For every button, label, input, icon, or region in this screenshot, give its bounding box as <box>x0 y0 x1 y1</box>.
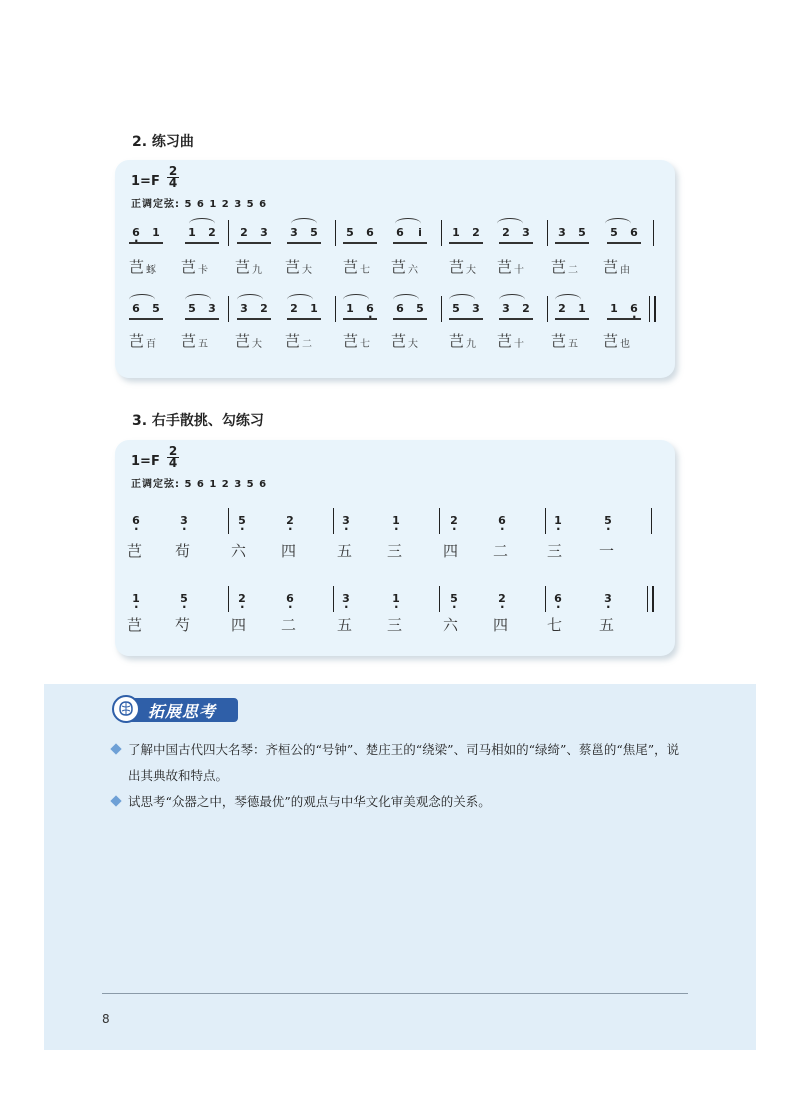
note: 3 <box>290 226 298 239</box>
time-signature <box>167 446 179 469</box>
note: 3 <box>240 302 248 315</box>
note: 3 <box>558 226 566 239</box>
tab-char: 芑六 <box>391 258 419 276</box>
note: 3 <box>208 302 216 315</box>
bar-line <box>228 220 229 246</box>
tab-char: 三 <box>387 542 403 560</box>
underline <box>287 318 321 320</box>
note: 1 · <box>129 592 143 605</box>
note: 3 <box>472 302 480 315</box>
note: 6 <box>396 226 404 239</box>
underline <box>129 242 163 244</box>
tuning-notes: 5 6 1 2 3 5 6 <box>184 479 268 490</box>
tab-char: 芑 <box>127 616 143 634</box>
note: 2 · <box>447 514 461 527</box>
note: 1 · <box>551 514 565 527</box>
time-bottom: 4 <box>168 456 178 470</box>
bar-line <box>228 586 229 612</box>
tuning-notes: 5 6 1 2 3 5 6 <box>184 199 268 210</box>
thinking-bullet-1 <box>128 737 688 789</box>
note: 3 · <box>339 514 353 527</box>
note: 5 <box>578 226 586 239</box>
note: 2 <box>522 302 530 315</box>
note: 5 · <box>447 592 461 605</box>
time-signature <box>167 166 179 189</box>
tab-char: 芑九 <box>449 332 477 350</box>
note: 1 <box>578 302 586 315</box>
note: 1 <box>310 302 318 315</box>
tuning-label: 正调定弦: <box>131 479 180 490</box>
page-number: 8 <box>102 1012 110 1026</box>
tuning-line <box>131 195 267 210</box>
tab-char: 芑十 <box>497 258 525 276</box>
note: 6 · <box>129 514 143 527</box>
tab-char: 芑五 <box>181 332 209 350</box>
time-top: 2 <box>168 164 178 178</box>
underline <box>555 318 589 320</box>
note: 2 <box>472 226 480 239</box>
tab-char: 四 <box>231 616 247 634</box>
tab-char: 芍 <box>175 616 191 634</box>
note: 1 · <box>389 592 403 605</box>
note: 5 · <box>177 592 191 605</box>
tab-char: 芑七 <box>343 258 371 276</box>
thinking-bullet-2 <box>128 789 688 815</box>
tab-char: 芑百 <box>129 332 157 350</box>
note: 5 <box>416 302 424 315</box>
note: 6 · <box>129 226 143 239</box>
tab-char: 五 <box>599 616 615 634</box>
note: 1 <box>346 302 354 315</box>
underline <box>237 318 271 320</box>
tab-char: 芑七 <box>343 332 371 350</box>
underline <box>185 242 219 244</box>
note: 6 · <box>495 514 509 527</box>
note: 2 <box>240 226 248 239</box>
section-title-right-hand: 3. 右手散挑、勾练习 <box>132 413 264 429</box>
underline <box>185 318 219 320</box>
tab-char: 芑由 <box>603 258 631 276</box>
notation-row-1 <box>115 506 675 534</box>
tab-char: 茍 <box>175 542 191 560</box>
underline <box>607 242 641 244</box>
bar-line <box>545 586 546 612</box>
note: 3 <box>522 226 530 239</box>
notation-row-1 <box>115 218 675 246</box>
tab-char: 六 <box>443 616 459 634</box>
note: 1 <box>188 226 196 239</box>
note: i <box>418 226 422 239</box>
note: 2 · <box>283 514 297 527</box>
note: 6 · <box>627 302 641 315</box>
note: 2 <box>208 226 216 239</box>
note: 6 <box>132 302 140 315</box>
bar-line <box>653 220 654 246</box>
tab-char: 四 <box>281 542 297 560</box>
bullet-text: 试思考“众器之中，琴德最优”的观点与中华文化审美观念的关系。 <box>128 794 491 809</box>
underline <box>343 242 377 244</box>
tab-char: 三 <box>387 616 403 634</box>
underline <box>393 318 427 320</box>
underline <box>343 318 377 320</box>
note: 2 <box>502 226 510 239</box>
bar-line <box>651 508 652 534</box>
note: 6 · <box>551 592 565 605</box>
bar-line <box>441 220 442 246</box>
tuning-line <box>131 475 267 490</box>
note: 5 <box>188 302 196 315</box>
underline <box>449 242 483 244</box>
note: 1 <box>610 302 618 315</box>
tab-char: 芑九 <box>235 258 263 276</box>
note: 1 <box>152 226 160 239</box>
note: 2 · <box>235 592 249 605</box>
bar-line <box>335 220 336 246</box>
underline <box>499 242 533 244</box>
bullet-text: 了解中国古代四大名琴：齐桓公的“号钟”、楚庄王的“绕梁”、司马相如的“绿绮”、蔡邕的“焦尾”，说出其典故和特点。 <box>128 742 680 783</box>
tab-char: 三 <box>547 542 563 560</box>
note: 6 <box>630 226 638 239</box>
note: 5 <box>152 302 160 315</box>
tab-char: 芑大 <box>391 332 419 350</box>
extended-thinking-title: 拓展思考 <box>148 702 217 721</box>
final-bar-line <box>647 586 654 612</box>
note: 3 <box>502 302 510 315</box>
note: 1 · <box>389 514 403 527</box>
final-bar-line <box>649 296 656 322</box>
note: 5 <box>452 302 460 315</box>
tab-row-2 <box>115 614 675 642</box>
section-title-exercise: 2. 练习曲 <box>132 134 194 150</box>
tab-row-2 <box>115 330 675 358</box>
note: 2 <box>558 302 566 315</box>
note: 6 · <box>363 302 377 315</box>
tab-char: 五 <box>337 542 353 560</box>
tab-char: 芑䖶 <box>129 258 157 276</box>
bar-line <box>545 508 546 534</box>
bar-line <box>547 296 548 322</box>
note: 6 <box>366 226 374 239</box>
bar-line <box>547 220 548 246</box>
footer-divider <box>102 993 688 994</box>
tab-char: 二 <box>281 616 297 634</box>
tab-char: 五 <box>337 616 353 634</box>
notation-row-2 <box>115 584 675 612</box>
tab-char: 芑 <box>127 542 143 560</box>
underline <box>607 318 641 320</box>
underline <box>129 318 163 320</box>
note: 6 <box>396 302 404 315</box>
bar-line <box>439 586 440 612</box>
note: 5 · <box>601 514 615 527</box>
tab-char: 芑十 <box>497 332 525 350</box>
underline <box>449 318 483 320</box>
tab-row-1 <box>115 540 675 568</box>
tab-char: 四 <box>493 616 509 634</box>
tab-row-1 <box>115 256 675 284</box>
bar-line <box>333 508 334 534</box>
underline <box>393 242 427 244</box>
note: 3 · <box>339 592 353 605</box>
bar-line <box>441 296 442 322</box>
note: 5 <box>346 226 354 239</box>
tab-char: 四 <box>443 542 459 560</box>
bar-line <box>439 508 440 534</box>
bar-line <box>228 508 229 534</box>
score-box-right-hand <box>115 440 675 656</box>
tab-char: 芑大 <box>449 258 477 276</box>
note: 2 · <box>495 592 509 605</box>
bar-line <box>228 296 229 322</box>
time-bottom: 4 <box>168 176 178 190</box>
score-box-exercise <box>115 160 675 378</box>
note: 6 · <box>283 592 297 605</box>
tab-char: 一 <box>599 542 615 560</box>
bar-line <box>335 296 336 322</box>
underline <box>287 242 321 244</box>
note: 5 <box>310 226 318 239</box>
tab-char: 六 <box>231 542 247 560</box>
note: 1 <box>452 226 460 239</box>
note: 5 <box>610 226 618 239</box>
underline <box>499 318 533 320</box>
bar-line <box>333 586 334 612</box>
tuning-label: 正调定弦: <box>131 199 180 210</box>
note: 5 · <box>235 514 249 527</box>
tab-char: 芑二 <box>551 258 579 276</box>
note: 2 <box>260 302 268 315</box>
tab-char: 芑二 <box>285 332 313 350</box>
tab-char: 芑卡 <box>181 258 209 276</box>
tab-char: 二 <box>493 542 509 560</box>
time-top: 2 <box>168 444 178 458</box>
tab-char: 芑也 <box>603 332 631 350</box>
underline <box>237 242 271 244</box>
note: 3 <box>260 226 268 239</box>
note: 3 · <box>177 514 191 527</box>
note: 2 <box>290 302 298 315</box>
notation-row-2 <box>115 294 675 322</box>
tab-char: 芑大 <box>285 258 313 276</box>
tab-char: 芑五 <box>551 332 579 350</box>
key-signature: 1=F <box>131 454 160 469</box>
underline <box>555 242 589 244</box>
key-signature: 1=F <box>131 174 160 189</box>
note: 3 · <box>601 592 615 605</box>
tab-char: 芑大 <box>235 332 263 350</box>
tab-char: 七 <box>547 616 563 634</box>
